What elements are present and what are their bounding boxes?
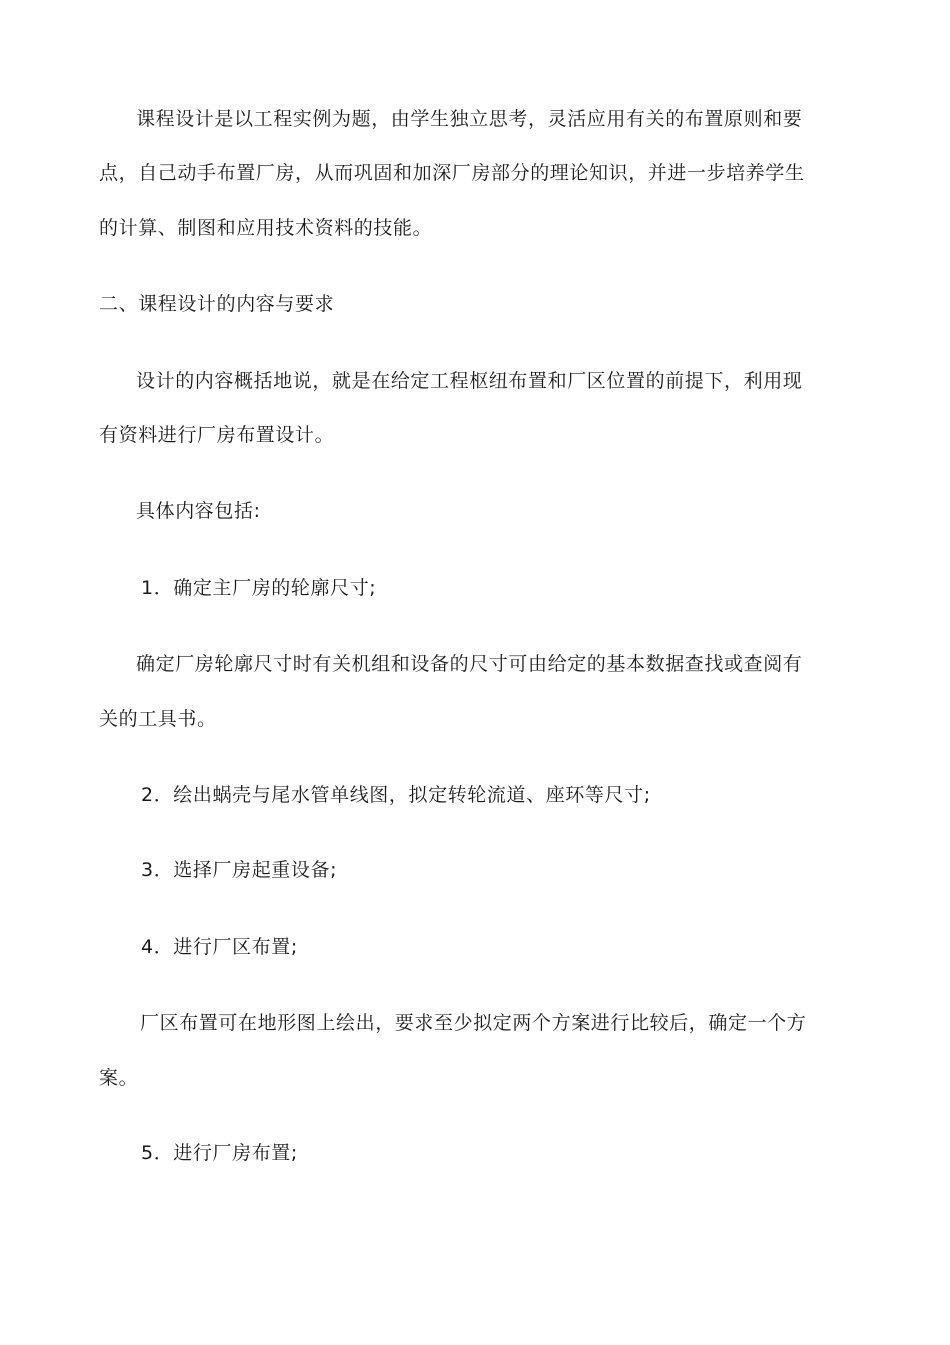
paragraph-intro-line-3: 的计算、制图和应用技术资料的技能。	[99, 217, 433, 239]
paragraph-item-1-line-1: 确定厂房轮廓尺寸时有关机组和设备的尺寸可由给定的基本数据查找或查阅有	[136, 653, 803, 675]
paragraph-intro-line-2: 点，自己动手布置厂房，从而巩固和加深厂房部分的理论知识，并进一步培养学生	[99, 162, 805, 184]
paragraph-intro-line-1: 课程设计是以工程实例为题，由学生独立思考，灵活应用有关的布置原则和要	[136, 108, 803, 130]
paragraph-item-4-line-2: 案。	[99, 1067, 139, 1089]
paragraph-item-1-line-2: 关的工具书。	[99, 708, 217, 730]
paragraph-item-4-line-1: 厂区布置可在地形图上绘出，要求至少拟定两个方案进行比较后，确定一个方	[140, 1012, 807, 1034]
section-heading: 二、课程设计的内容与要求	[99, 293, 335, 315]
paragraph-content-line-1: 设计的内容概括地说，就是在给定工程枢纽布置和厂区位置的前提下，利用现	[136, 370, 803, 392]
list-item-3: 3．选择厂房起重设备;	[141, 859, 338, 881]
content-list-intro: 具体内容包括:	[136, 500, 261, 522]
list-item-4: 4．进行厂区布置;	[141, 936, 298, 958]
list-item-1: 1．确定主厂房的轮廓尺寸;	[141, 577, 377, 599]
list-item-2: 2．绘出蜗壳与尾水管单线图，拟定转轮流道、座环等尺寸;	[141, 784, 651, 806]
paragraph-content-line-2: 有资料进行厂房布置设计。	[99, 424, 335, 446]
list-item-5: 5．进行厂房布置;	[141, 1142, 298, 1164]
